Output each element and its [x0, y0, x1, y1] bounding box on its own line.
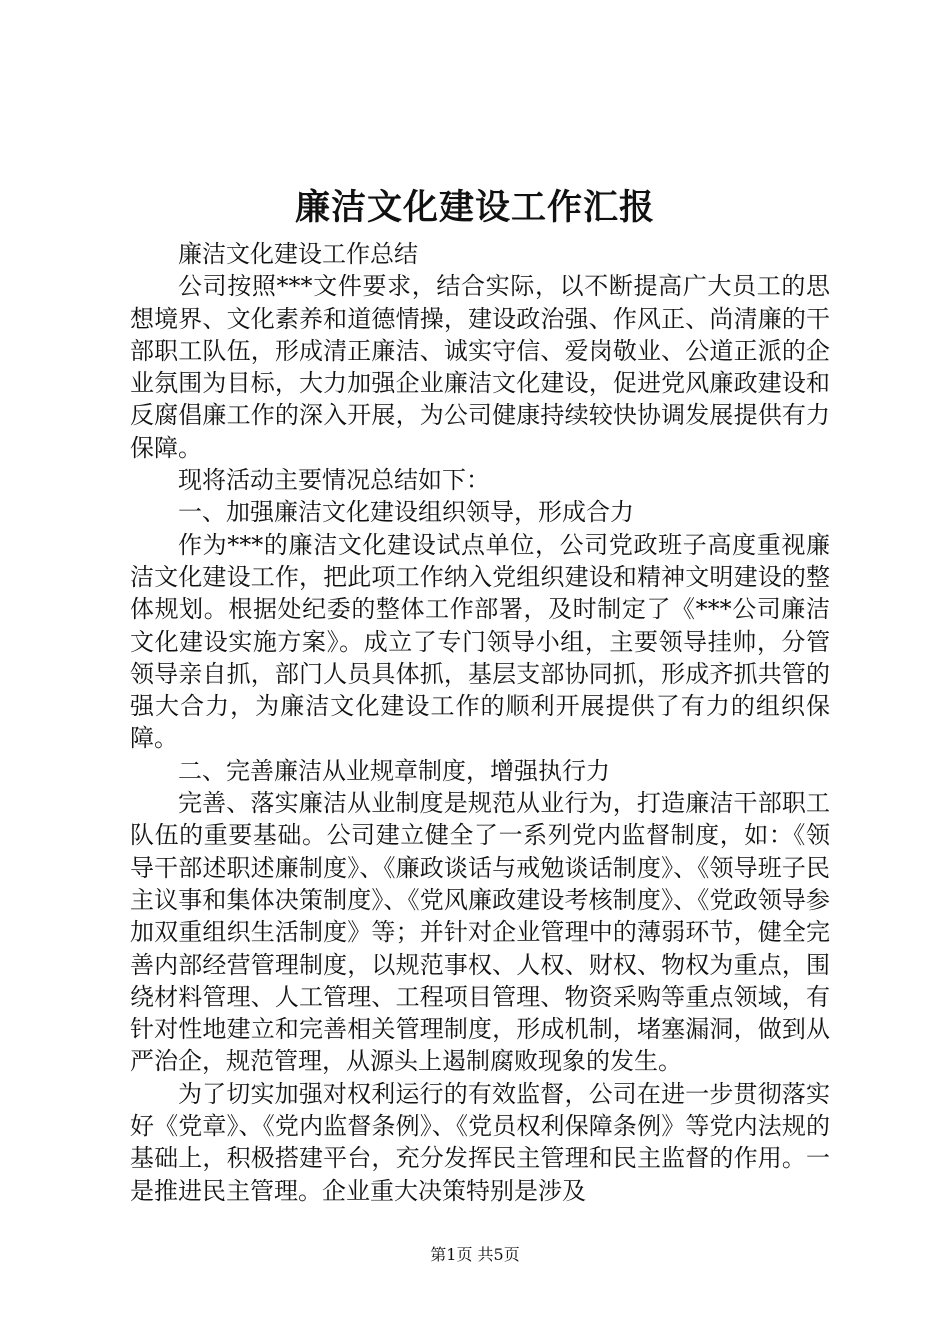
page-footer: 第1页 共5页 — [430, 1245, 520, 1264]
paragraph-subtitle: 廉洁文化建设工作总结 — [178, 240, 418, 268]
document-title: 廉洁文化建设工作汇报 — [294, 187, 655, 228]
paragraph-section-1: 作为***的廉洁文化建设试点单位，公司党政班子高度重视廉洁文化建设工作，把此项工作纳入党组织建设和精神文明建设的整体规划。根据处纪委的整体工作部署，及时制定了《***公司廉洁文化建设实施方案》。成立了专门领导小组，主要领导挂帅，分管领导亲自抓，部门人员具体抓，基层支部协同抓，形成齐抓共管的强大合力，为廉洁文化建设工作的顺利开展提供了有力的组织保障。 — [130, 530, 830, 753]
section-heading-1: 一、加强廉洁文化建设组织领导，形成合力 — [178, 498, 634, 527]
paragraph-supervision: 为了切实加强对权利运行的有效监督，公司在进一步贯彻落实好《党章》、《党内监督条例》、《党员权利保障条例》等党内法规的基础上，积极搭建平台，充分发挥民主管理和民主监督的作用。一是推进民主管理。企业重大决策特别是涉及 — [130, 1079, 830, 1205]
section-heading-2: 二、完善廉洁从业规章制度，增强执行力 — [178, 756, 610, 785]
paragraph-summary-lead: 现将活动主要情况总结如下： — [178, 466, 490, 495]
document-body — [130, 238, 830, 1207]
paragraph-section-2: 完善、落实廉洁从业制度是规范从业行为，打造廉洁干部职工队伍的重要基础。公司建立健全了一系列党内监督制度，如：《领导干部述职述廉制度》、《廉政谈话与戒勉谈话制度》、《领导班子民主议事和集体决策制度》、《党风廉政建设考核制度》、《党政领导参加双重组织生活制度》等；并针对企业管理中的薄弱环节，健全完善内部经营管理制度，以规范事权、人权、财权、物权为重点，围绕材料管理、人工管理、工程项目管理、物资采购等重点领域，有针对性地建立和完善相关管理制度，形成机制，堵塞漏洞，做到从严治企，规范管理，从源头上遏制腐败现象的发生。 — [130, 789, 830, 1076]
paragraph-intro: 公司按照***文件要求，结合实际，以不断提高广大员工的思想境界、文化素养和道德情操，建设政治强、作风正、尚清廉的干部职工队伍，形成清正廉洁、诚实守信、爱岗敬业、公道正派的企业氛围为目标，大力加强企业廉洁文化建设，促进党风廉政建设和反腐倡廉工作的深入开展，为公司健康持续较快协调发展提供有力保障。 — [130, 272, 830, 462]
